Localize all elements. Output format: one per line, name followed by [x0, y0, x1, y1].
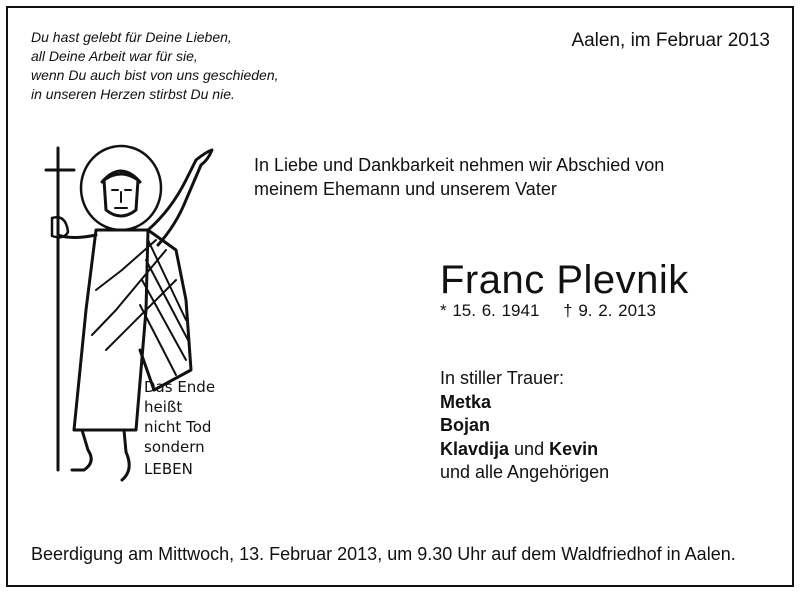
inscription-line: sondern [144, 438, 205, 456]
poem [31, 28, 279, 104]
life-dates [440, 301, 656, 321]
poem-line: wenn Du auch bist von uns geschieden, [31, 67, 279, 83]
birth-date: * 15. 6. 1941 [440, 301, 540, 320]
mourners-others: und alle Angehörigen [440, 462, 610, 482]
poem-line: Du hast gelebt für Deine Lieben, [31, 29, 232, 45]
dateline: Aalen, im Februar 2013 [571, 30, 770, 51]
mourner-name: Metka [440, 391, 492, 412]
poem-line: all Deine Arbeit war für sie, [31, 48, 198, 64]
raised-arm [148, 150, 212, 245]
mourner-name: Klavdija [440, 438, 510, 459]
death-date: † 9. 2. 2013 [563, 301, 656, 320]
mourners-block [440, 367, 609, 485]
intro-text [254, 153, 664, 201]
mourners-heading: In stiller Trauer: [440, 368, 565, 388]
robe [74, 230, 148, 430]
mourner-connector: und [514, 438, 545, 459]
inscription-line: LEBEN [144, 460, 193, 478]
mourner-name: Kevin [549, 438, 599, 459]
poem-line: in unseren Herzen stirbst Du nie. [31, 86, 235, 102]
inscription [144, 378, 215, 478]
deceased-name: Franc Plevnik [440, 258, 689, 302]
intro-line: meinem Ehemann und unserem Vater [254, 179, 557, 199]
inscription-line: nicht Tod [144, 418, 212, 436]
funeral-info: Beerdigung am Mittwoch, 13. Februar 2013, um 9.30 Uhr auf dem Waldfriedhof in Aalen. [31, 544, 736, 564]
intro-line: In Liebe und Dankbarkeit nehmen wir Abschied von [254, 155, 665, 175]
inscription-line: heißt [144, 398, 183, 416]
mourner-name: Bojan [440, 415, 491, 435]
risen-christ-illustration [36, 140, 226, 510]
inscription-line: Das Ende [144, 378, 216, 396]
